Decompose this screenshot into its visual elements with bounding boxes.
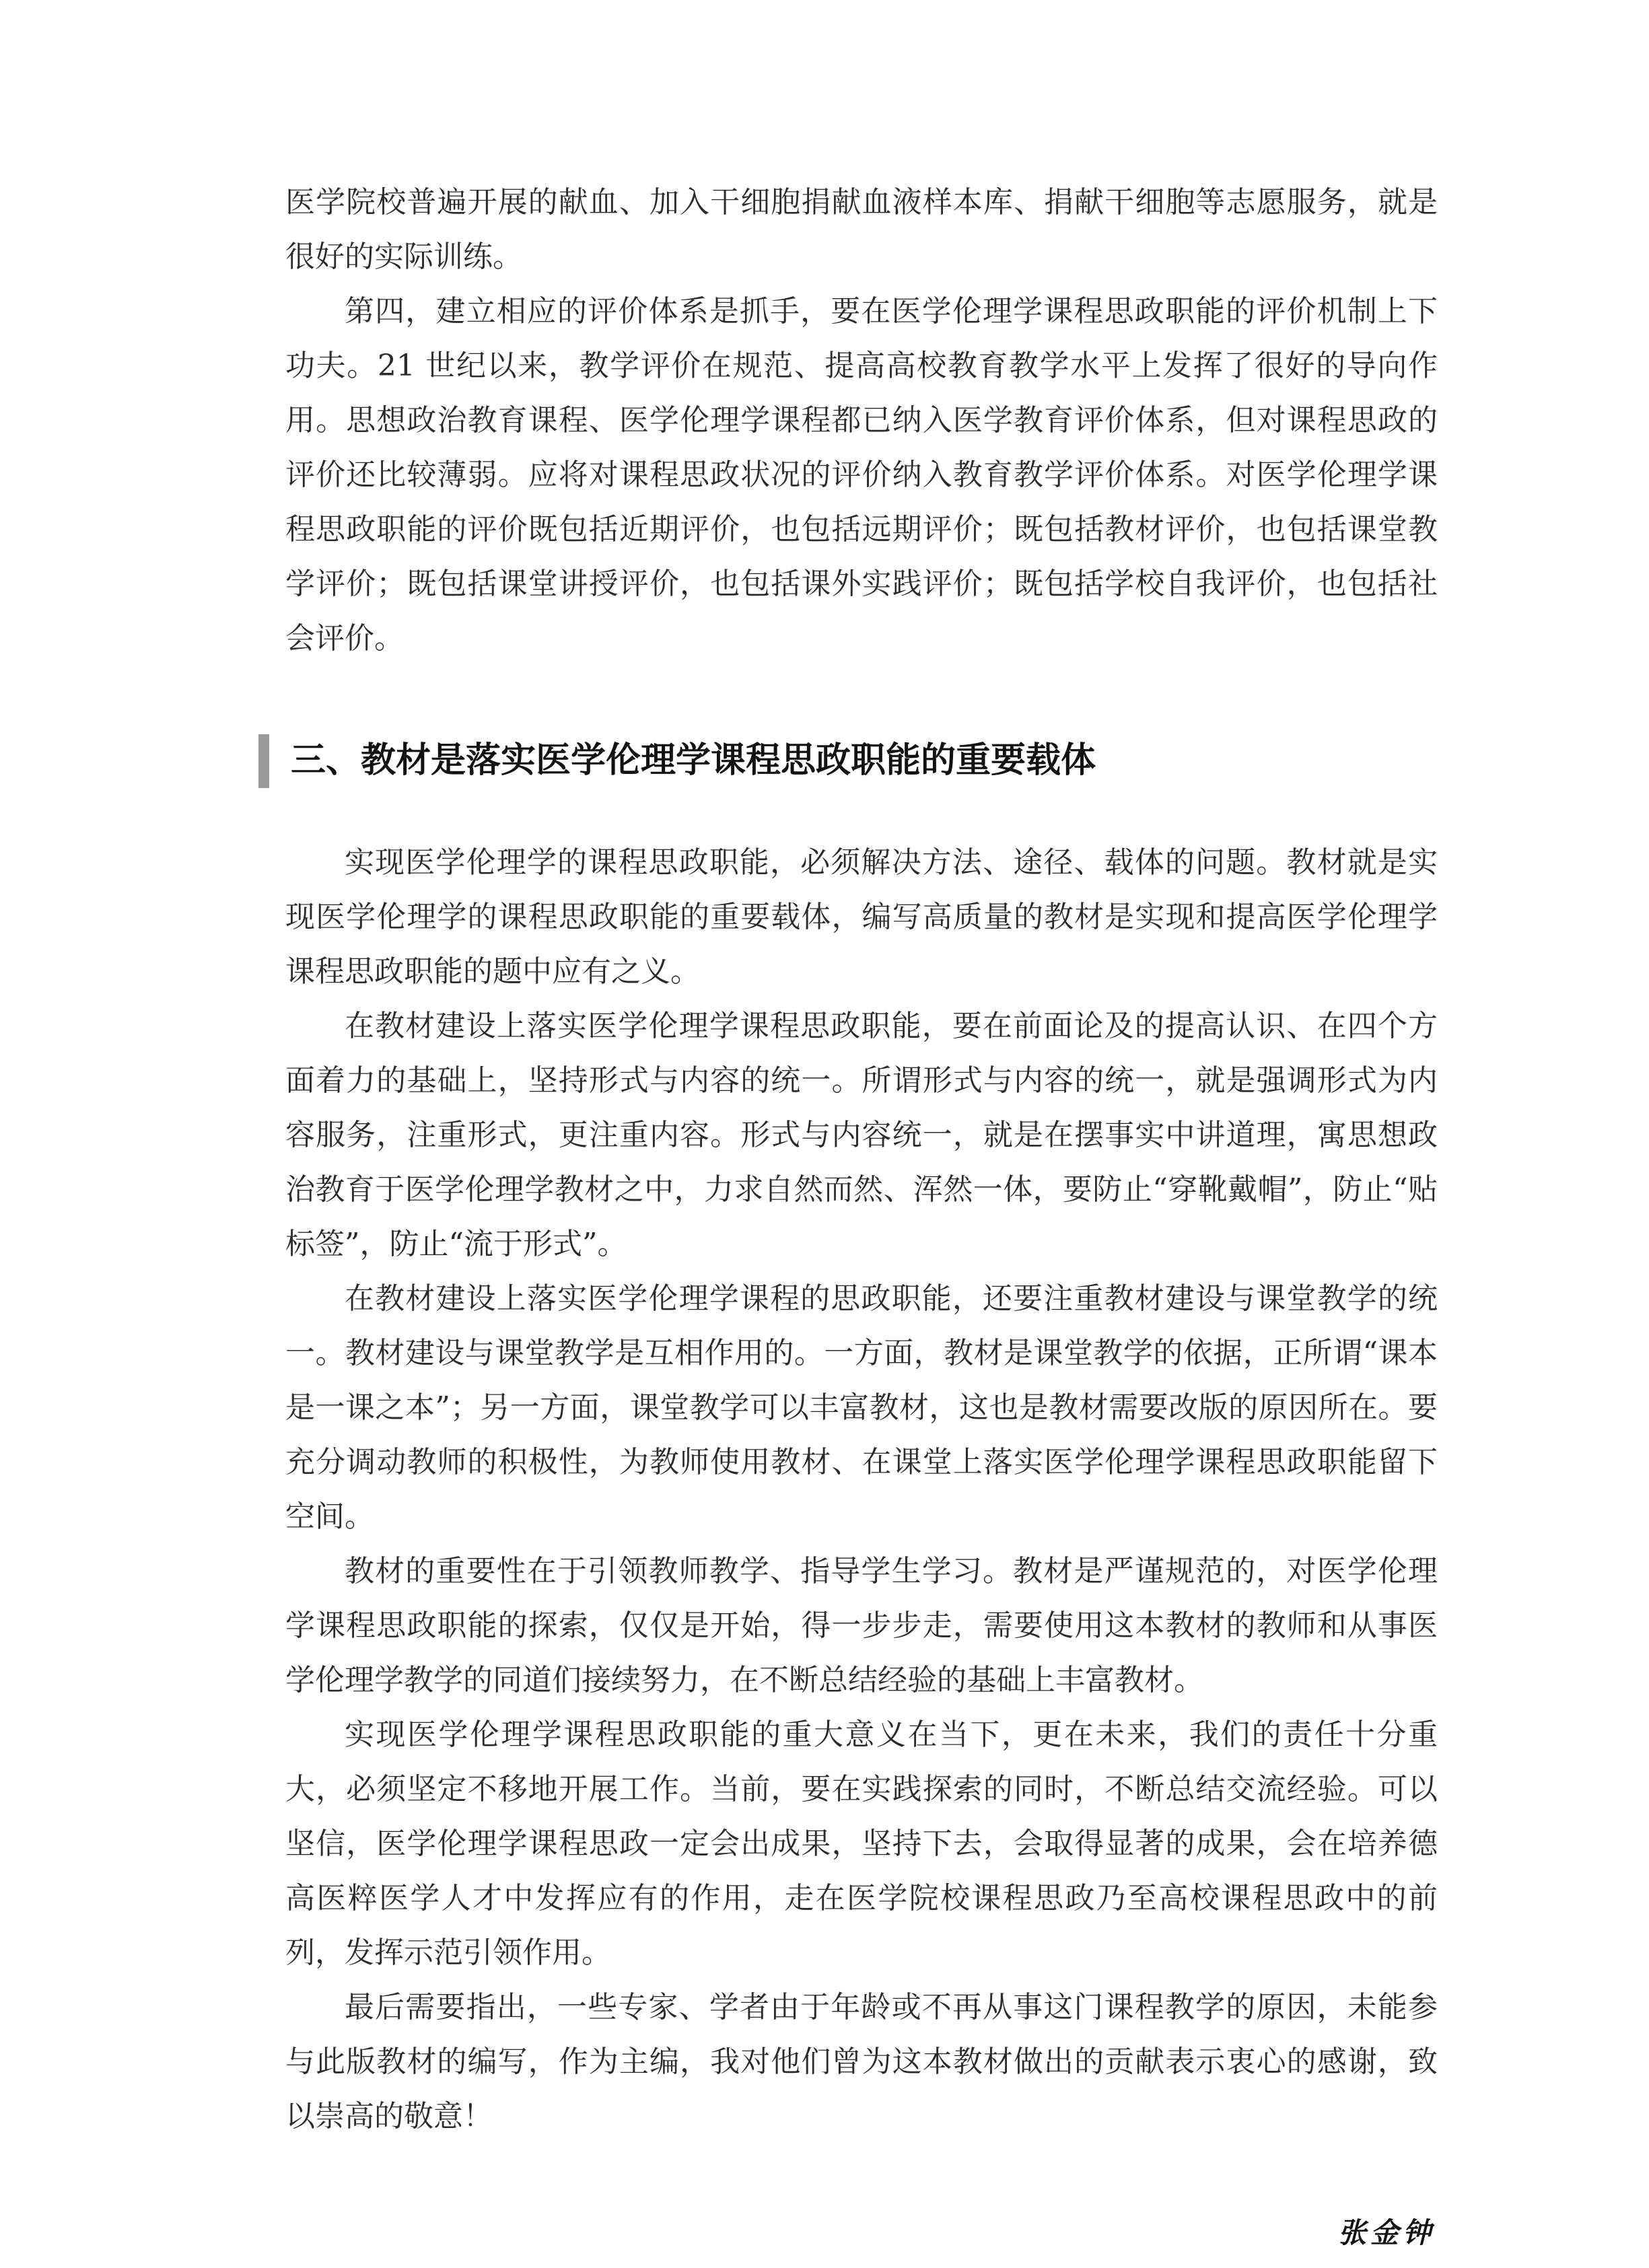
section-paragraph-3: 在教材建设上落实医学伦理学课程的思政职能，还要注重教材建设与课堂教学的统一。教材建设与课堂教学是互相作用的。一方面，教材是课堂教学的依据，正所谓“课本是一课之本”；另一方面，课堂教学可以丰富教材，这也是教材需要改版的原因所在。要充分调动教师的积极性，为教师使用教材、在课堂上落实医学伦理学课程思政职能留下空间。 <box>285 1281 1438 1534</box>
document-page <box>285 175 1438 2251</box>
section-paragraph-5: 实现医学伦理学课程思政职能的重大意义在当下，更在未来，我们的责任十分重大，必须坚定不移地开展工作。当前，要在实践探索的同时，不断总结交流经验。可以坚信，医学伦理学课程思政一定会出成果，坚持下去，会取得显著的成果，会在培养德高医粹医学人才中发挥应有的作用，走在医学院校课程思政乃至高校课程思政中的前列，发挥示范引领作用。 <box>285 1717 1438 1970</box>
section-paragraph-4: 教材的重要性在于引领教师教学、指导学生学习。教材是严谨规范的，对医学伦理学课程思政职能的探索，仅仅是开始，得一步步走，需要使用这本教材的教师和从事医学伦理学教学的同道们接续努力，在不断总结经验的基础上丰富教材。 <box>285 1554 1438 1697</box>
section-heading <box>285 730 1438 791</box>
section-paragraph-2: 在教材建设上落实医学伦理学课程思政职能，要在前面论及的提高认识、在四个方面着力的基础上，坚持形式与内容的统一。所谓形式与内容的统一，就是强调形式为内容服务，注重形式，更注重内容。形式与内容统一，就是在摆事实中讲道理，寓思想政治教育于医学伦理学教材之中，力求自然而然、浑然一体，要防止“穿靴戴帽”，防止“贴标签”，防止“流于形式”。 <box>285 1009 1438 1261</box>
section-body <box>285 835 1438 2143</box>
paragraph-top-1: 医学院校普遍开展的献血、加入干细胞捐献血液样本库、捐献干细胞等志愿服务，就是很好的实际训练。 <box>285 185 1438 274</box>
author-signature: 张金钟 <box>1337 2216 1435 2249</box>
section-paragraph-6: 最后需要指出，一些专家、学者由于年龄或不再从事这门课程教学的原因，未能参与此版教材的编写，作为主编，我对他们曾为这本教材做出的贡献表示衷心的感谢，致以崇高的敬意！ <box>285 1990 1438 2133</box>
section-paragraph-1: 实现医学伦理学的课程思政职能，必须解决方法、途径、载体的问题。教材就是实现医学伦理学的课程思政职能的重要载体，编写高质量的教材是实现和提高医学伦理学课程思政职能的题中应有之义。 <box>285 845 1438 989</box>
heading-accent-bar <box>258 734 269 788</box>
section-title: 三、教材是落实医学伦理学课程思政职能的重要载体 <box>291 740 1096 781</box>
paragraph-top-2: 第四，建立相应的评价体系是抓手，要在医学伦理学课程思政职能的评价机制上下功夫。21 世纪以来，教学评价在规范、提高高校教育教学水平上发挥了很好的导向作用。思想政治教育课程、医学伦理学课程都已纳入医学教育评价体系，但对课程思政的评价还比较薄弱。应将对课程思政状况的评价纳入教育教学评价体系。对医学伦理学课程思政职能的评价既包括近期评价，也包括远期评价；既包括教材评价，也包括课堂教学评价；既包括课堂讲授评价，也包括课外实践评价；既包括学校自我评价，也包括社会评价。 <box>285 294 1438 655</box>
